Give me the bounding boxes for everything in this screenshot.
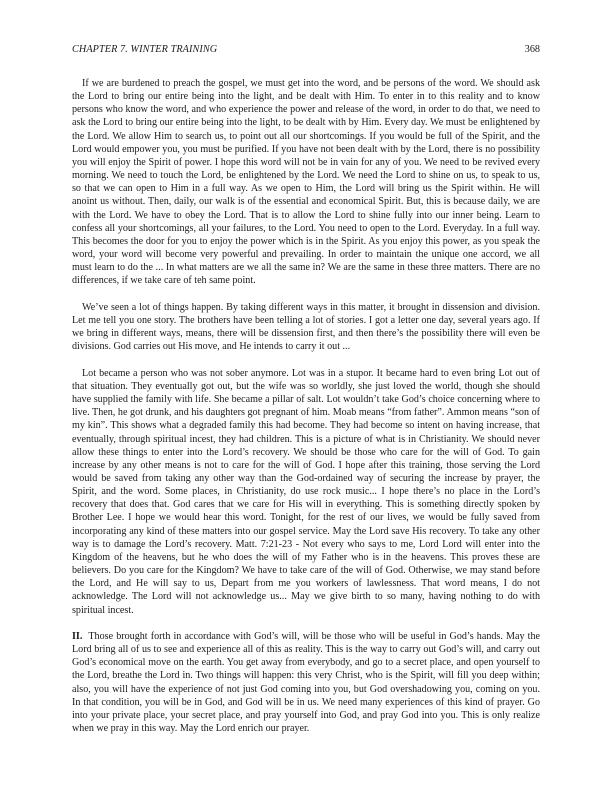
section-marker: II. [72,630,83,642]
page-number: 368 [524,44,540,55]
paragraph-section-ii [72,630,540,735]
section-ii-text: Those brought forth in accordance with God’s will, will be those who will be useful in God’s hands. May the Lord bring all of us to see and experience all of this as reality. This is the way to carry out God’s will, and carry out God’s economical move on the earth. You get away from everybody, and go to a secret place, and open yourself to the Lord, breathe the Lord in. Two things will happen: this very Christ, who is the Spirit, will fill you deep within; also, you will have the experience of not just God coming into you, but God overshadowing you, coming on you. In that condition, you will be in God, and God will be in us. We need many experiences of this kind of prayer. Go into your private place, your secret place, and pray yourself into God, and pray God into you. This is only realize when we pray in this way. May the Lord enrich our prayer. [72,630,540,735]
paragraph-lot: Lot became a person who was not sober anymore. Lot was in a stupor. It became hard to even bring Lot out of that situation. They eventually got out, but the wife was so worldly, she just loved the world, though she should have supplied the family with life. She became a pillar of salt. Lot wouldn’t take God’s choice concerning where to live. Then, he got drunk, and his daughters got pregnant of him. Moab means “from father”. Ammon means “son of my kin”. This shows what a degraded family this had become. They had become so intent on having increase, that eventually, through spiritual incest, they had children. This is a picture of what is in Christianity. We should never allow these things to enter into the Lord’s recovery. We should be those who care for the will of God. To gain increase by any other means is not to care for the will of God. I hope after this training, those serving the Lord would be saved from taking any other way than the God-ordained way of securing the increase by prayer, the Spirit, and the word. Some places, in Christianity, do use rock music... I hope there’s no place in the Lord’s recovery that does that. God cares that we care for His will in everything. This is something directly spoken by Brother Lee. I hope we would hear this word. Tonight, for the rest of our lives, we would be fully saved from incorporating any kind of these matters into our gospel service. May the Lord save His recovery. To take any other way is to damage the Lord’s recovery. Matt. 7:21-23 - Not every who says to me, Lord Lord will enter into the Kingdom of the heavens, but he who does the will of my Father who is in the heavens. This proves these are believers. Do you care for the Kingdom? We have to take care of the will of God. Otherwise, we may stand before the Lord, and He will say to us, Depart from me you workers of lawlessness. That word means, I do not acknowledge. The Lord will not acknowledge us... May we give birth to so many, having nothing to do with spiritual incest. [72,367,540,616]
paragraph-gospel-word: If we are burdened to preach the gospel, we must get into the word, and be persons of the word. We should ask the Lord to bring our entire being into the light, and be dealt with Him. To enter in to this reality and to know persons who know the word, and who experience the power and release of the word, in order to do that, we need to ask the Lord to bring our entire being into the light, to be dealt with by Him. Every day. We must be enlightened by the Lord. We allow Him to search us, to point out all our shortcomings. If you would be full of the Spirit, and the Lord would empower you, you must be purified. If you have not been dealt with by the Lord, there is no possibility you will enjoy the Spirit of power. I hope this word will not be in vain for any of you. We need to be revived every morning. We need to touch the Lord, be enlightened by the Lord. We need the Lord to shine on us, to speak to us, so that we can open to Him in a full way. As we open to Him, the Lord will bring us the Spirit within. He will anoint us without. Then, daily, our walk is of the essential and economical Spirit. But, this is because daily, we are with the Lord. We have to obey the Lord. That is to allow the Lord to shine fully into our inner being. Learn to confess all your shortcomings, all your failures, to the Lord. You need to open to the Lord. Everyday. In a full way. This becomes the door for you to enjoy the power which is in the Spirit. As you enjoy this power, as you speak the word, your word will become very powerful and prevailing. In order to maintain the unique one accord, we all must learn to do the ... In what matters are we all the same in? We are the same in these three matters. There are no differences, if we take care of teh same point. [72,78,540,287]
chapter-title: CHAPTER 7. WINTER TRAINING [72,44,218,55]
paragraph-dissension: We’ve seen a lot of things happen. By taking different ways in this matter, it brought in dissension and division. Let me tell you one story. The brothers have been telling a lot of stories. I got a letter one day, several years ago. If we bring in different ways, means, there will be dissension first, and then there’s the possibility there will even be divisions. God carries out His move, and He intends to carry it out ... [72,301,540,353]
body-text [72,77,540,749]
